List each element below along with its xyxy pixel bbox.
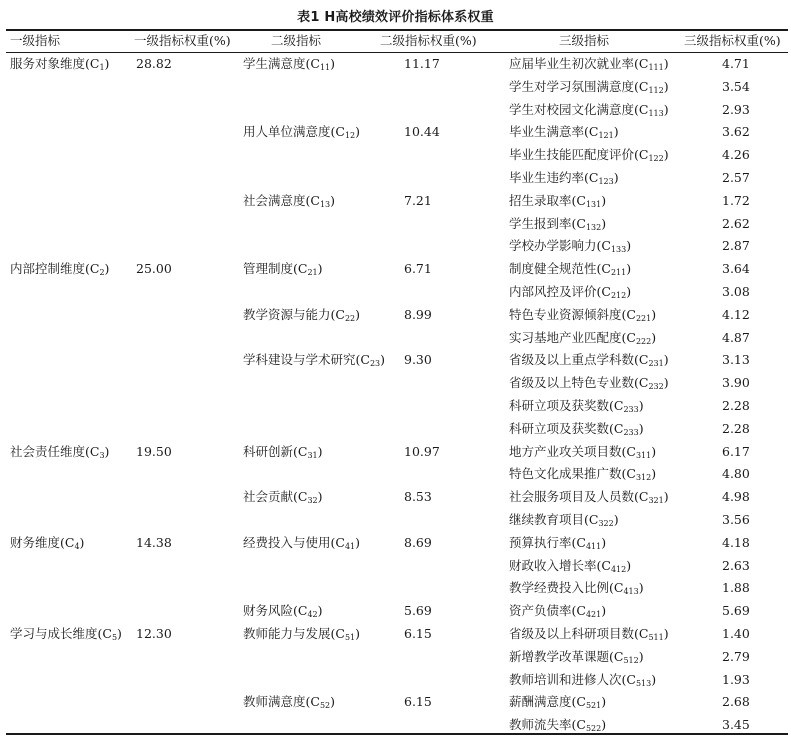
level3-weight: 2.57 (722, 170, 750, 185)
level3-weight: 2.62 (722, 215, 750, 231)
level2-indicator: 管理制度$(C_{21})$ (243, 261, 323, 278)
header-level3-weight: 三级指标权重(%) (684, 33, 781, 48)
table-row (0, 646, 791, 669)
table-row (0, 418, 791, 441)
level3-weight: 2.68 (722, 694, 750, 710)
table-row (0, 486, 791, 509)
level3-indicator: 预算执行率$(C_{411})$ (509, 534, 607, 551)
level3-weight: 1.72 (722, 192, 750, 208)
table-row (0, 441, 791, 464)
level2-indicator: 学生满意度$(C_{11})$ (243, 56, 336, 72)
table-caption: 表1 H高校绩效评价指标体系权重 (297, 10, 494, 25)
level3-indicator: 新增教学改革课题$(C_{512})$ (509, 648, 644, 665)
level2-weight: 10.97 (404, 443, 440, 459)
level3-weight: 3.45 (722, 717, 750, 733)
level3-weight: 2.79 (722, 648, 750, 664)
level2-indicator: 科研创新$(C_{31})$ (243, 443, 323, 460)
level3-weight: 5.69 (722, 603, 750, 619)
level3-weight: 1.93 (722, 671, 750, 687)
table-row (0, 99, 791, 122)
level2-weight: 8.99 (404, 306, 432, 322)
level3-weight: 2.28 (722, 420, 750, 436)
level3-indicator: 省级及以上科研项目数$(C_{511})$ (509, 626, 669, 642)
table-row (0, 144, 791, 167)
table-row (0, 372, 791, 395)
table-row (0, 509, 791, 532)
table-row (0, 304, 791, 327)
level1-weight: 25.00 (136, 261, 172, 277)
level2-weight: 8.53 (404, 489, 432, 505)
table-row (0, 167, 791, 190)
level3-indicator: 教学经费投入比例$(C_{413})$ (509, 580, 644, 597)
level2-weight: 5.69 (404, 603, 432, 619)
level3-indicator: 实习基地产业匹配度$(C_{222})$ (509, 329, 657, 346)
level3-indicator: 特色专业资源倾斜度$(C_{221})$ (509, 306, 657, 323)
level3-indicator: 地方产业攻关项目数$(C_{311})$ (509, 443, 657, 460)
level1-indicator: 服务对象维度$(C_1)$ (10, 56, 110, 72)
table-row (0, 281, 791, 304)
level3-indicator: 毕业生满意率$(C_{121})$ (509, 124, 619, 141)
table-row (0, 623, 791, 646)
level1-weight: 28.82 (136, 56, 172, 71)
level3-weight: 6.17 (722, 443, 750, 459)
table-row (0, 600, 791, 623)
level3-indicator: 资产负债率$(C_{421})$ (509, 603, 607, 620)
table-row (0, 555, 791, 578)
level2-indicator: 财务风险$(C_{42})$ (243, 603, 323, 620)
level3-weight: 4.26 (722, 147, 750, 163)
header-level1: 一级指标 (10, 33, 61, 48)
table-row (0, 327, 791, 350)
table-header (0, 30, 791, 52)
level1-indicator: 社会责任维度$(C_3)$ (10, 443, 110, 460)
level2-indicator: 社会贡献$(C_{32})$ (243, 489, 323, 506)
level3-indicator: 毕业生违约率$(C_{123})$ (509, 170, 619, 186)
level3-weight: 2.63 (722, 557, 750, 573)
header-level1-weight: 一级指标权重(%) (134, 33, 231, 48)
level1-indicator: 学习与成长维度$(C_5)$ (10, 626, 122, 642)
table-row (0, 463, 791, 486)
header-level3: 三级指标 (559, 33, 610, 48)
level2-weight: 6.15 (404, 694, 432, 710)
level3-weight: 2.93 (722, 101, 750, 117)
level3-indicator: 继续教育项目$(C_{322})$ (509, 512, 619, 528)
level3-indicator: 财政收入增长率$(C_{412})$ (509, 557, 632, 574)
table-row (0, 577, 791, 600)
level3-weight: 3.62 (722, 124, 750, 140)
table-row (0, 121, 791, 144)
table-row (0, 349, 791, 372)
header-level2: 二级指标 (271, 33, 322, 48)
level3-weight: 3.54 (722, 78, 750, 94)
level3-indicator: 学生对校园文化满意度$(C_{113})$ (509, 101, 669, 118)
level3-indicator: 教师流失率$(C_{522})$ (509, 717, 607, 734)
level1-indicator: 财务维度$(C_4)$ (10, 534, 85, 551)
level2-weight: 8.69 (404, 534, 432, 550)
level2-indicator: 教师能力与发展$(C_{51})$ (243, 626, 361, 642)
level2-indicator: 学科建设与学术研究$(C_{23})$ (243, 352, 386, 369)
level3-indicator: 教师培训和进修人次$(C_{513})$ (509, 671, 657, 688)
level2-indicator: 经费投入与使用$(C_{41})$ (243, 534, 361, 551)
level3-weight: 3.90 (722, 375, 750, 391)
level3-indicator: 制度健全规范性$(C_{211})$ (509, 261, 632, 278)
level3-weight: 4.71 (722, 56, 750, 71)
level3-indicator: 毕业生技能匹配度评价$(C_{122})$ (509, 147, 669, 164)
level2-weight: 7.21 (404, 192, 432, 208)
level2-weight: 9.30 (404, 352, 432, 368)
level3-indicator: 省级及以上重点学科数$(C_{231})$ (509, 352, 669, 369)
level3-weight: 3.56 (722, 512, 750, 527)
level1-weight: 14.38 (136, 534, 172, 550)
level3-weight: 2.87 (722, 238, 750, 254)
table-row (0, 213, 791, 236)
level1-indicator: 内部控制维度$(C_2)$ (10, 261, 110, 278)
level2-indicator: 用人单位满意度$(C_{12})$ (243, 124, 361, 141)
table-row (0, 532, 791, 555)
level2-weight: 11.17 (404, 56, 440, 71)
level3-indicator: 学生报到率$(C_{132})$ (509, 215, 607, 232)
level1-weight: 12.30 (136, 626, 172, 641)
bottom-rule (6, 733, 788, 735)
level3-indicator: 招生录取率$(C_{131})$ (509, 192, 607, 209)
table-row (0, 190, 791, 213)
level3-indicator: 学生对学习氛围满意度$(C_{112})$ (509, 78, 669, 95)
level3-weight: 2.28 (722, 398, 750, 413)
level3-indicator: 特色文化成果推广数$(C_{312})$ (509, 466, 657, 483)
level3-indicator: 科研立项及获奖数$(C_{233})$ (509, 420, 644, 437)
level3-weight: 1.88 (722, 580, 750, 596)
level3-weight: 3.64 (722, 261, 750, 277)
level3-indicator: 应届毕业生初次就业率$(C_{111})$ (509, 56, 669, 72)
level2-weight: 6.71 (404, 261, 432, 277)
level3-weight: 4.80 (722, 466, 750, 482)
table-row (0, 669, 791, 692)
table-row (0, 76, 791, 99)
table-row (0, 53, 791, 76)
level3-weight: 3.13 (722, 352, 750, 368)
level3-weight: 4.98 (722, 489, 750, 505)
level3-weight: 1.40 (722, 626, 750, 641)
level3-indicator: 社会服务项目及人员数$(C_{321})$ (509, 489, 669, 506)
level3-indicator: 省级及以上特色专业数$(C_{232})$ (509, 375, 669, 392)
level2-indicator: 教师满意度$(C_{52})$ (243, 694, 336, 711)
level3-indicator: 学校办学影响力$(C_{133})$ (509, 238, 632, 255)
table-row (0, 235, 791, 258)
level3-weight: 3.08 (722, 284, 750, 299)
level3-weight: 4.18 (722, 534, 750, 550)
level3-indicator: 科研立项及获奖数$(C_{233})$ (509, 398, 644, 414)
level3-indicator: 内部风控及评价$(C_{212})$ (509, 284, 632, 300)
header-level2-weight: 二级指标权重(%) (380, 33, 477, 48)
table-row (0, 258, 791, 281)
level1-weight: 19.50 (136, 443, 172, 459)
level3-indicator: 薪酬满意度$(C_{521})$ (509, 694, 607, 711)
level2-weight: 10.44 (404, 124, 440, 140)
level2-weight: 6.15 (404, 626, 432, 641)
table-row (0, 395, 791, 418)
table-row (0, 691, 791, 714)
level2-indicator: 教学资源与能力$(C_{22})$ (243, 306, 361, 323)
level3-weight: 4.87 (722, 329, 750, 345)
level2-indicator: 社会满意度$(C_{13})$ (243, 192, 336, 209)
level3-weight: 4.12 (722, 306, 750, 322)
